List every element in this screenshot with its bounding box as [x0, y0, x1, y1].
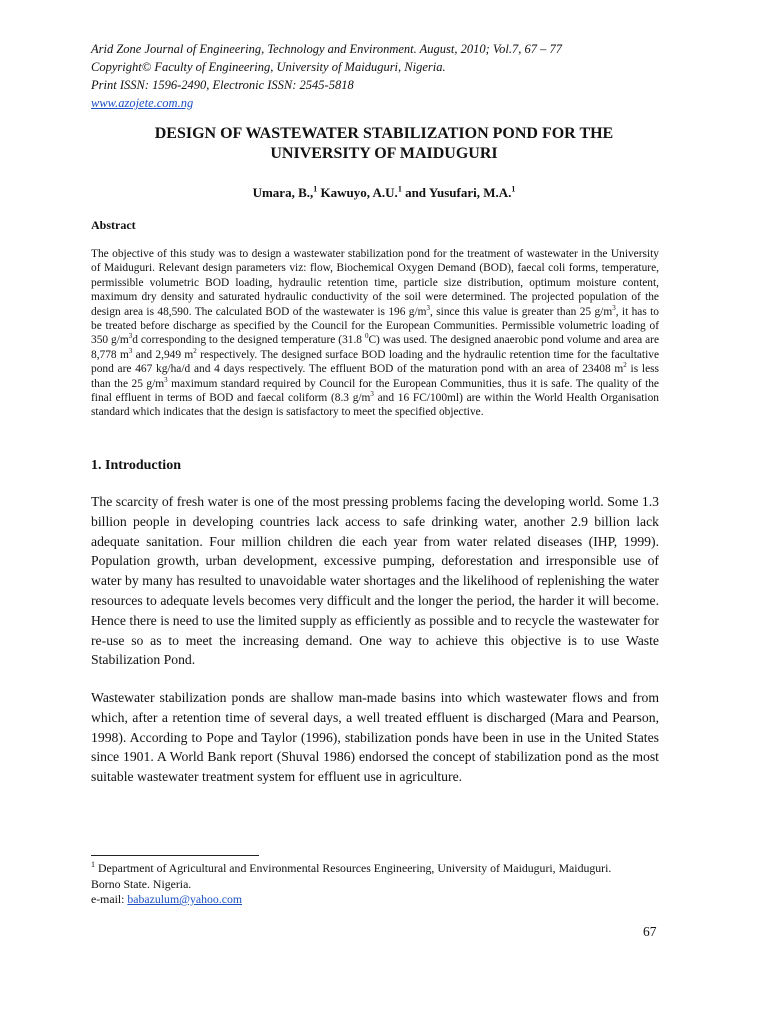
introduction-paragraph-2: Wastewater stabilization ponds are shallow man-made basins into which wastewater flows and from which, after a retention time of several days, a well treated effluent is discharged (Mara and Pearson, 1998). According to Pope and Taylor (1996), stabilization ponds have been in use in the United States since 1901. A World Bank report (Shuval 1986) endorsed the concept of stabilization pond as the most suitable wastewater treatment system for effluent use in agriculture. — [91, 690, 659, 785]
superscript: 3 — [370, 390, 374, 399]
footnote-mark: 1 — [91, 860, 95, 870]
journal-copyright: Copyright© Faculty of Engineering, University of Maiduguri, Nigeria. — [91, 60, 446, 74]
abstract-fragment: , since this value is greater than 25 g/m — [430, 305, 613, 318]
superscript: 3 — [128, 332, 133, 341]
author-yusufari: Yusufari, M.A. — [428, 185, 512, 200]
author-conjunction: and — [405, 185, 427, 200]
superscript: 3 — [426, 303, 431, 312]
abstract-fragment: and 2,949 m — [132, 348, 194, 361]
page-number: 67 — [643, 924, 657, 939]
abstract-fragment: and 16 FC/100ml) are within the World Health Organisation standard which indicates that the design is satisfactory to meet the specified objective. — [91, 392, 659, 419]
journal-header — [91, 40, 691, 112]
abstract-fragment: The objective of this study was to design a wastewater stabilization pond for the treatment of wastewater in the University of Maiduguri. Relevant design parameters viz: flow, Biochemical Oxygen Demand (BOD), faecal coli forms, temperature, permissible volumetric BOD loading, hydraulic retention time, particle size distribution, optimum moisture content, maximum dry density and saturated hydraulic conductivity of the soil were determined. The projected population of the design area is 48,590. The calculated BOD of the wastewater is 196 g/m — [91, 248, 659, 318]
abstract-fragment: C) was used. The designed anaerobic pond volume and area are 8,778 m — [91, 334, 660, 361]
author-umara: Umara, B., — [252, 185, 314, 200]
abstract-fragment: is less than the 25 g/m — [91, 363, 659, 390]
paper-title-line-2: UNIVERSITY OF MAIDUGURI — [270, 145, 498, 162]
superscript: 0 — [364, 332, 369, 341]
introduction-paragraph-1: The scarcity of fresh water is one of the most pressing problems facing the developing world. Some 1.3 billion people in developing countries lack access to safe drinking water, another 2.9 billion lack adequate sanitation. Four million children die each year from water related diseases (IHP, 1999). Population growth, urban development, excessive pumping, deforestation and irresponsible use of water by many has resulted to unavoidable water shortages and the likelihood of replenishing the water resources to adequate levels becomes very difficult and the longer the period, the harder it will become. Hence there is need to use the limited supply as efficiently as possible and to recycle the wastewater for re-use so as to meet the increasing demand. One way to achieve this objective is to use Waste Stabilization Pond. — [91, 494, 659, 668]
journal-issn: Print ISSN: 1596-2490, Electronic ISSN: 2545-5818 — [91, 78, 354, 92]
superscript: 2 — [623, 361, 627, 370]
footnote-divider — [91, 855, 259, 856]
paper-title-line-1: DESIGN OF WASTEWATER STABILIZATION POND FOR THE — [154, 125, 614, 142]
journal-website-link[interactable]: www.azojete.com.ng — [91, 96, 194, 110]
superscript: 2 — [193, 347, 197, 356]
superscript: 3 — [164, 375, 168, 384]
paper-title — [91, 124, 677, 164]
footnote-email-label: e-mail: — [91, 892, 128, 906]
footnote — [91, 861, 691, 908]
abstract-fragment: , it has to be treated before discharge as specified by the Council for the European Communities. Permissible volumetric loading of 350 g/m — [91, 305, 659, 347]
abstract-fragment: d corresponding to the designed temperature (31.8 — [132, 334, 365, 347]
abstract-fragment: maximum standard required by Council for the European Communities, thus it is safe. The quality of the final effluent in terms of BOD and faecal coliform (8.3 g/m — [91, 377, 659, 405]
journal-citation: Arid Zone Journal of Engineering, Technology and Environment. August, 2010; Vol.7, 67 – 77 — [91, 42, 563, 56]
affiliation-mark: 1 — [313, 184, 318, 194]
superscript: 3 — [128, 347, 133, 356]
affiliation-mark: 1 — [511, 184, 516, 194]
author-list — [91, 185, 677, 201]
footnote-affiliation: Department of Agricultural and Environmental Resources Engineering, University of Maiduguri, Maiduguri. — [95, 861, 612, 875]
footnote-email-link[interactable]: babazulum@yahoo.com — [127, 892, 243, 906]
abstract-heading: Abstract — [91, 218, 136, 232]
superscript: 3 — [612, 303, 616, 312]
abstract-text — [91, 247, 659, 420]
author-kawuyo: Kawuyo, A.U. — [320, 185, 398, 200]
affiliation-mark: 1 — [397, 184, 402, 194]
footnote-location: Borno State. Nigeria. — [91, 876, 192, 891]
abstract-fragment: respectively. The designed surface BOD loading and the hydraulic retention time for the facultative pond are 467 kg/ha/d and 4 days respectively. The effluent BOD of the maturation pond with an area of 23408 m — [91, 348, 659, 376]
section-heading-introduction: 1. Introduction — [91, 458, 181, 473]
